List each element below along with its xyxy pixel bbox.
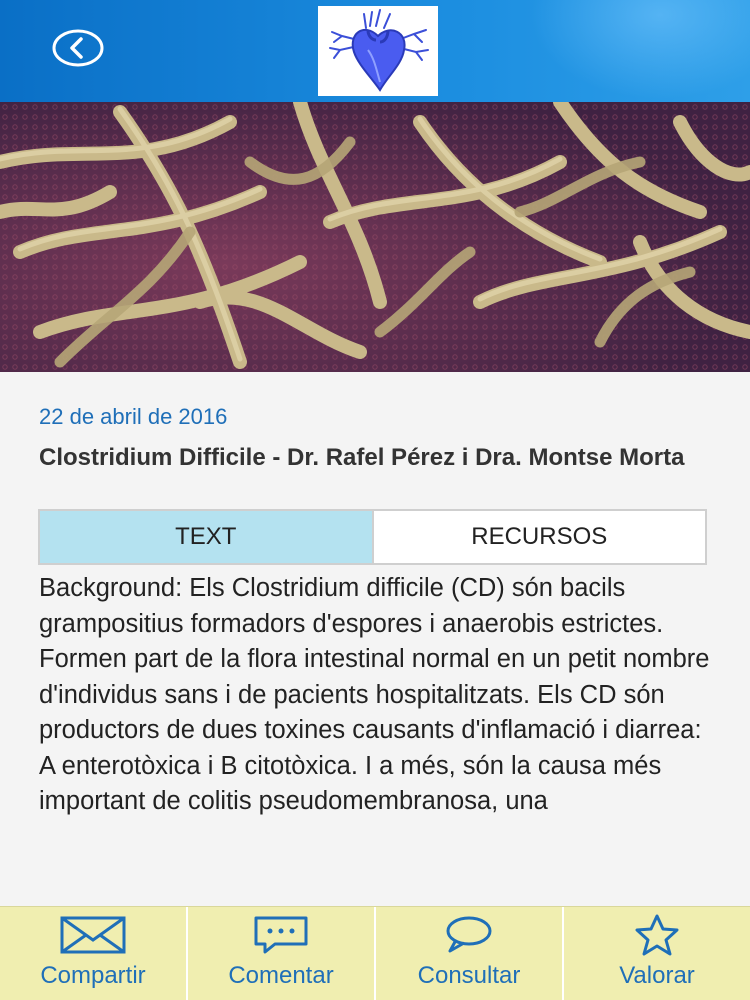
article-date: 22 de abril de 2016 xyxy=(39,404,228,429)
consult-button[interactable] xyxy=(374,907,562,1000)
article xyxy=(0,372,750,906)
header-glow xyxy=(530,0,750,100)
comment-button[interactable] xyxy=(186,907,374,1000)
app-logo xyxy=(318,6,438,96)
bacteria-micrograph-image xyxy=(0,102,750,372)
star-icon xyxy=(634,913,680,957)
rate-label: Valorar xyxy=(619,962,695,989)
chat-bubble-icon xyxy=(253,915,309,955)
envelope-icon xyxy=(60,916,126,954)
consult-label: Consultar xyxy=(417,962,521,989)
app-header xyxy=(0,0,750,102)
share-button[interactable] xyxy=(0,907,186,1000)
content-tabs xyxy=(38,509,707,565)
share-label: Compartir xyxy=(40,962,146,989)
chevron-left-circle-icon xyxy=(52,29,104,67)
tab-text[interactable]: TEXT xyxy=(40,511,372,563)
article-title: Clostridium Difficile - Dr. Rafel Pérez i Dra. Montse Morta xyxy=(39,444,685,471)
speech-bubble-icon xyxy=(444,915,494,955)
back-button[interactable] xyxy=(52,29,104,67)
heart-anatomy-icon xyxy=(318,6,438,96)
tab-recursos[interactable]: RECURSOS xyxy=(372,511,706,563)
rate-button[interactable] xyxy=(562,907,750,1000)
article-body: Background: Els Clostridium difficile (CD) són bacils grampositius formadors d'espores i anaerobis estrictes. Formen part de la flora intestinal normal en un petit nombre d'individus sans i de pacients hospitalitzats. Els CD són productors de dues toxines causants d'inflamació i diarrea: A enterotòxica i B citotòxica. I a més, són la causa més important de colitis pseudomembranosa, una xyxy=(39,574,710,815)
hero-image xyxy=(0,102,750,372)
comment-label: Comentar xyxy=(228,962,334,989)
bottom-action-bar xyxy=(0,906,750,1000)
